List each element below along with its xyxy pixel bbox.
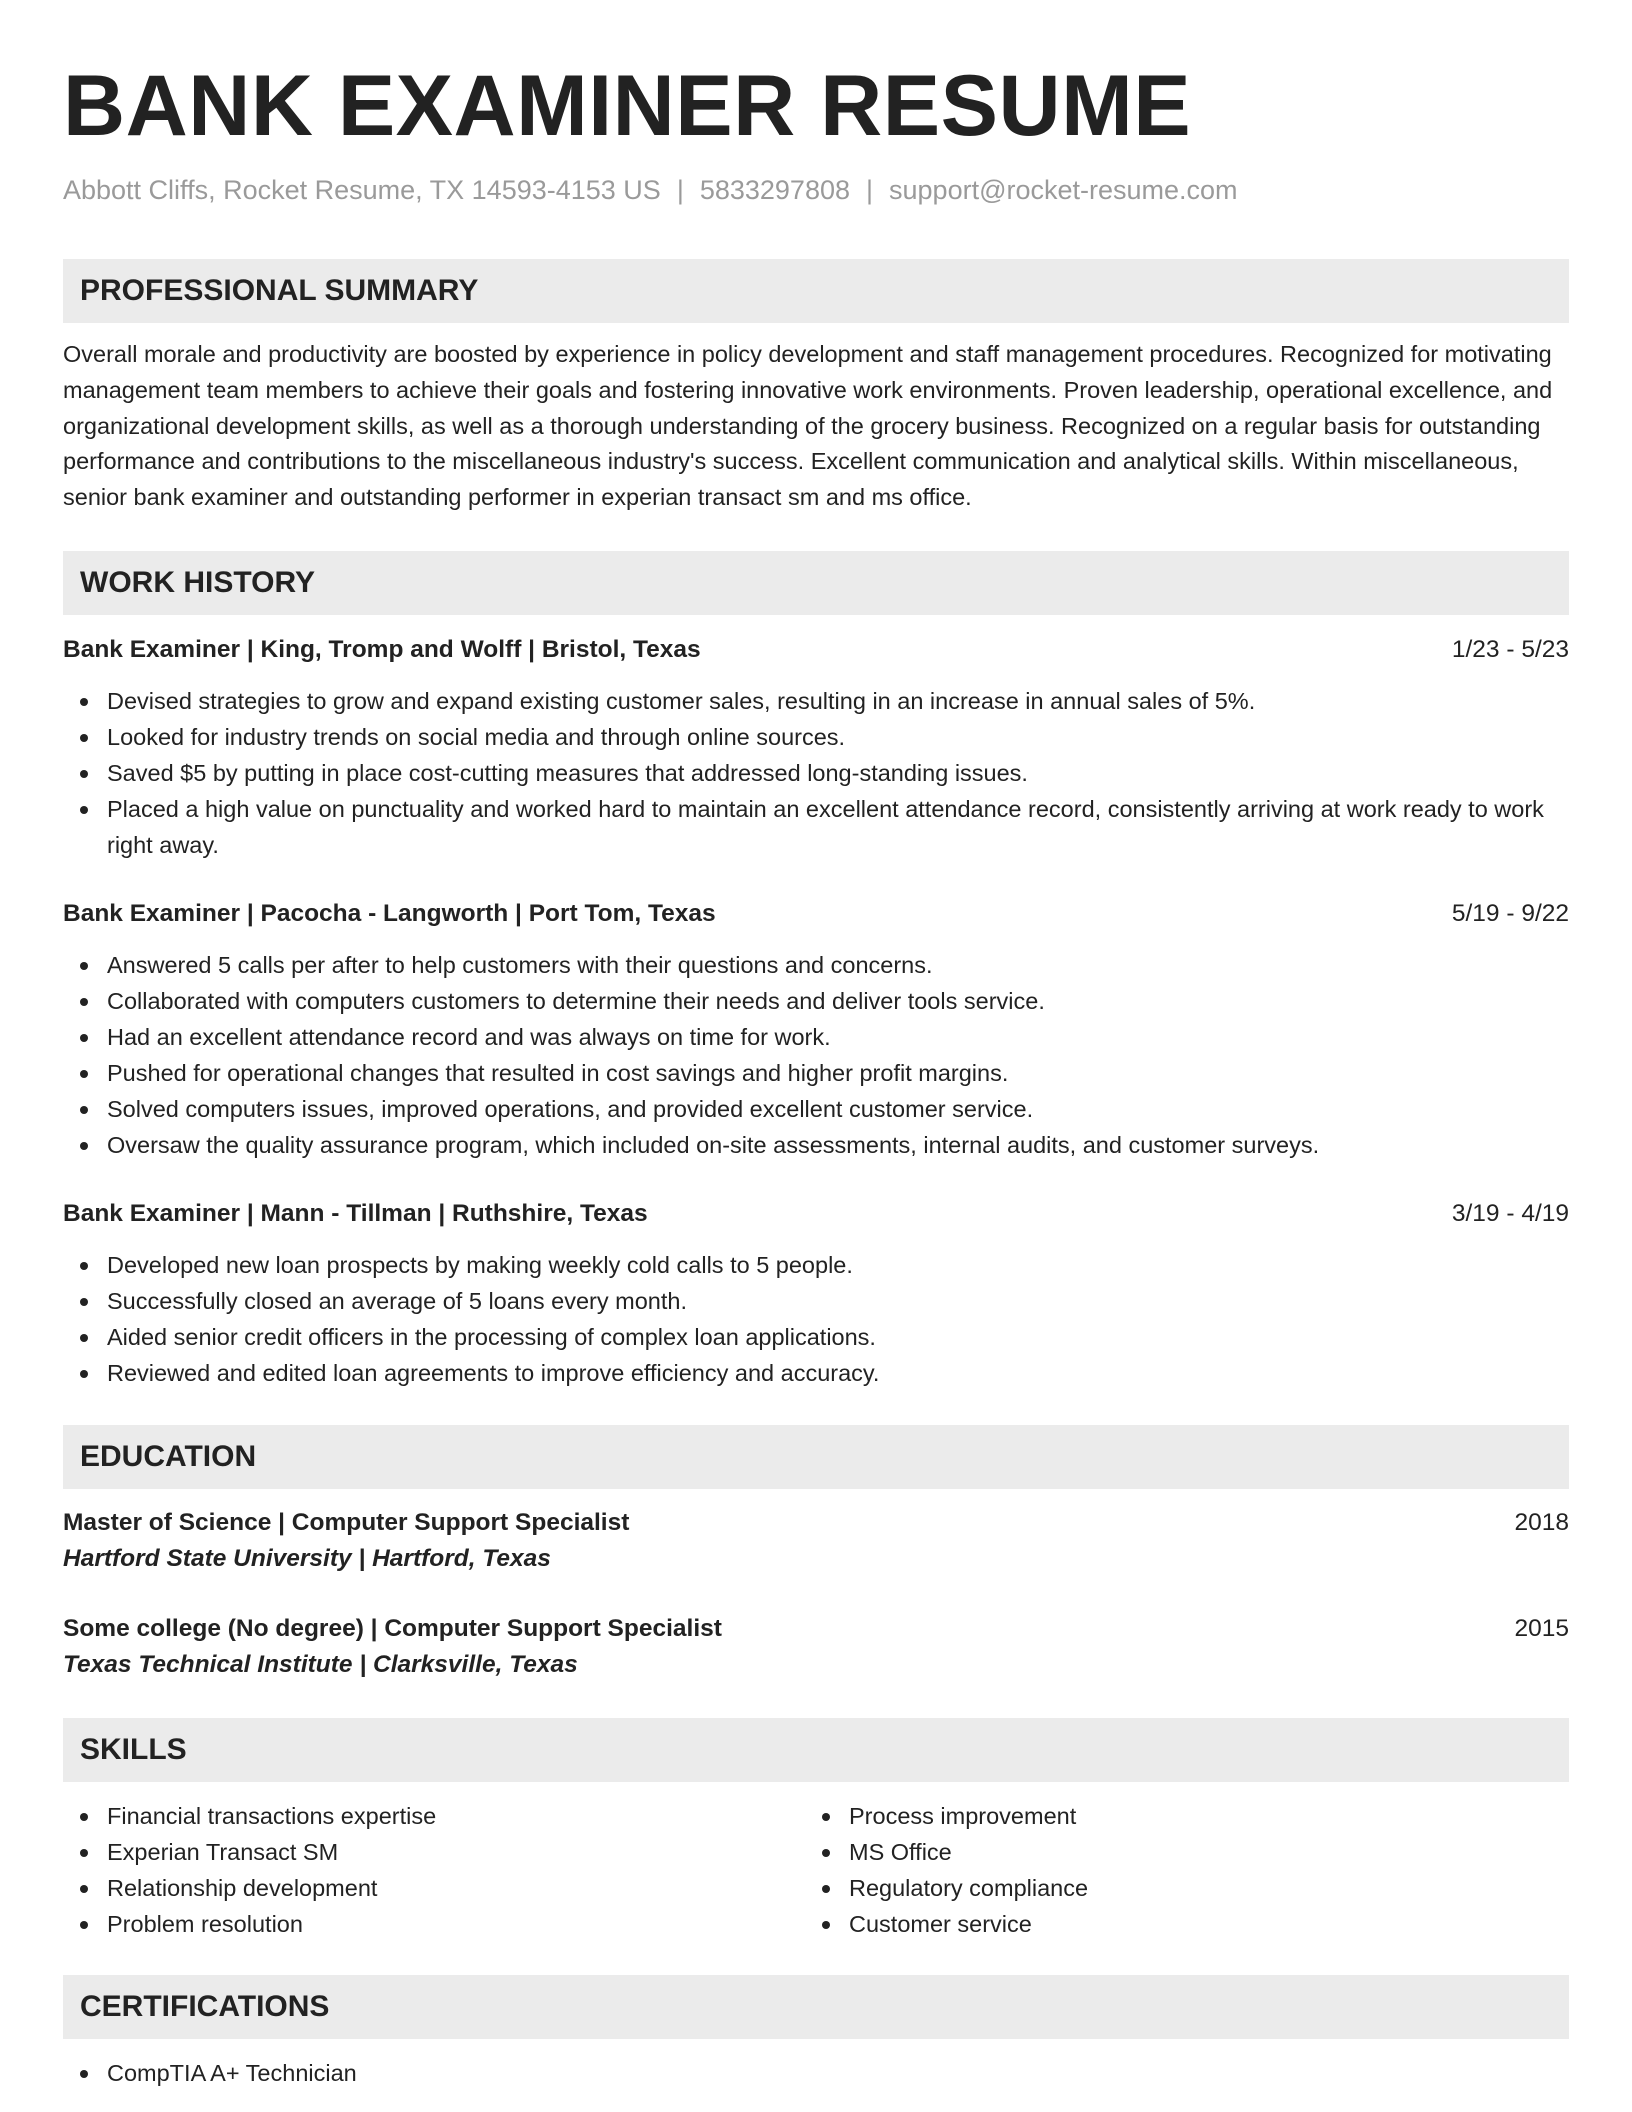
education-entry: [63, 1612, 1569, 1684]
list-item: Placed a high value on punctuality and worked hard to maintain an excellent attendance record, consistently arriving at work ready to work right away.: [63, 791, 1569, 863]
contact-email: support@rocket-resume.com: [889, 175, 1238, 205]
job-entry: [63, 1197, 1569, 1391]
education-school: Texas Technical Institute | Clarksville, Texas: [63, 1650, 578, 1678]
job-bullet-list: [63, 947, 1569, 1163]
skill-item: Customer service: [805, 1906, 1569, 1942]
job-dates: 3/19 - 4/19: [1451, 1199, 1569, 1227]
list-item: Oversaw the quality assurance program, which included on-site assessments, internal audits, and customer surveys.: [63, 1127, 1569, 1163]
list-item: Answered 5 calls per after to help customers with their questions and concerns.: [63, 947, 1569, 983]
education-school: Hartford State University | Hartford, Texas: [63, 1544, 551, 1572]
list-item: Had an excellent attendance record and was always on time for work.: [63, 1019, 1569, 1055]
skill-item: MS Office: [805, 1834, 1569, 1870]
skills-list: [805, 1798, 1569, 1942]
list-item: Aided senior credit officers in the processing of complex loan applications.: [63, 1319, 1569, 1355]
skill-item: Problem resolution: [63, 1906, 805, 1942]
job-title: Bank Examiner | Mann - Tillman | Ruthshire, Texas: [63, 1199, 648, 1227]
skill-item: Financial transactions expertise: [63, 1798, 805, 1834]
certification-item: CompTIA A+ Technician: [63, 2055, 1569, 2091]
education-header: [63, 1506, 1569, 1540]
summary-paragraph: Overall morale and productivity are boosted by experience in policy development and staff management procedures. Recognized for motivating management team members to achieve their goals and fostering innovative work environments. Proven leadership, operational excellence, and organizational development skills, as well as a thorough understanding of the grocery business. Recognized on a regular basis for outstanding performance and contributions to the miscellaneous industry's success. Excellent communication and analytical skills. Within miscellaneous, senior bank examiner and outstanding performer in experian transact sm and ms office.: [63, 341, 1553, 511]
certifications-list: [63, 2055, 1569, 2091]
contact-address: Abbott Cliffs, Rocket Resume, TX 14593-4153 US: [63, 175, 661, 205]
job-header: [63, 897, 1569, 931]
education-header: [63, 1612, 1569, 1646]
job-header: [63, 633, 1569, 667]
skills-grid: [63, 1798, 1569, 1942]
skills-column-left: [63, 1798, 805, 1942]
education-year: 2018: [1514, 1508, 1569, 1536]
section-heading-skills: SKILLS: [63, 1718, 1569, 1782]
education-degree: Master of Science | Computer Support Specialist: [63, 1508, 630, 1536]
list-item: Pushed for operational changes that resulted in cost savings and higher profit margins.: [63, 1055, 1569, 1091]
education-year: 2015: [1514, 1614, 1569, 1642]
job-entry: [63, 633, 1569, 863]
section-heading-summary: PROFESSIONAL SUMMARY: [63, 259, 1569, 323]
job-title: Bank Examiner | King, Tromp and Wolff | Bristol, Texas: [63, 635, 701, 663]
list-item: Reviewed and edited loan agreements to improve efficiency and accuracy.: [63, 1355, 1569, 1391]
list-item: Successfully closed an average of 5 loans every month.: [63, 1283, 1569, 1319]
resume-title: BANK EXAMINER RESUME: [63, 58, 1192, 154]
section-heading-education: EDUCATION: [63, 1425, 1569, 1489]
section-heading-work-history: WORK HISTORY: [63, 551, 1569, 615]
contact-line: [63, 172, 1569, 208]
list-item: Saved $5 by putting in place cost-cutting measures that addressed long-standing issues.: [63, 755, 1569, 791]
job-title: Bank Examiner | Pacocha - Langworth | Port Tom, Texas: [63, 899, 716, 927]
section-heading-certifications: CERTIFICATIONS: [63, 1975, 1569, 2039]
job-entry: [63, 897, 1569, 1163]
list-item: Looked for industry trends on social media and through online sources.: [63, 719, 1569, 755]
list-item: Solved computers issues, improved operations, and provided excellent customer service.: [63, 1091, 1569, 1127]
list-item: Developed new loan prospects by making weekly cold calls to 5 people.: [63, 1247, 1569, 1283]
job-dates: 5/19 - 9/22: [1451, 899, 1569, 927]
contact-phone: 5833297808: [699, 175, 850, 205]
job-header: [63, 1197, 1569, 1231]
contact-separator: |: [676, 175, 684, 205]
job-bullet-list: [63, 1247, 1569, 1391]
skill-item: Process improvement: [805, 1798, 1569, 1834]
job-dates: 1/23 - 5/23: [1451, 635, 1569, 663]
list-item: Collaborated with computers customers to determine their needs and deliver tools service.: [63, 983, 1569, 1019]
job-bullet-list: [63, 683, 1569, 863]
education-degree: Some college (No degree) | Computer Support Specialist: [63, 1614, 722, 1642]
skill-item: Experian Transact SM: [63, 1834, 805, 1870]
list-item: Devised strategies to grow and expand existing customer sales, resulting in an increase in annual sales of 5%.: [63, 683, 1569, 719]
skill-item: Regulatory compliance: [805, 1870, 1569, 1906]
education-entry: [63, 1506, 1569, 1578]
skills-list: [63, 1798, 805, 1942]
contact-separator: |: [866, 175, 874, 205]
skills-column-right: [805, 1798, 1569, 1942]
skill-item: Relationship development: [63, 1870, 805, 1906]
